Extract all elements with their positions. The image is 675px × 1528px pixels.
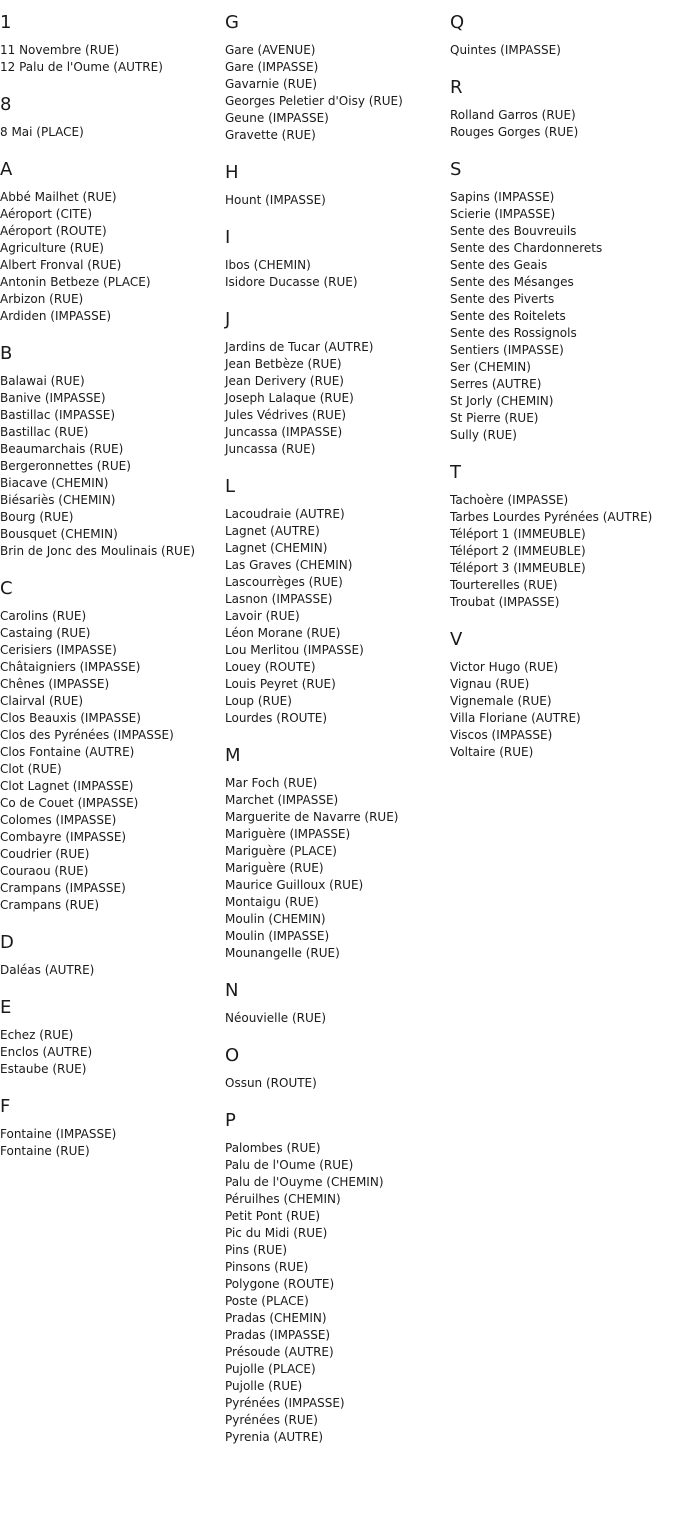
street-list: [0, 608, 225, 914]
street-link[interactable]: Banive (IMPASSE): [0, 391, 106, 405]
letter-group: [225, 307, 450, 458]
street-link[interactable]: Troubat (IMPASSE): [450, 595, 560, 609]
street-link[interactable]: Sente des Chardonnerets: [450, 241, 603, 255]
letter-heading: N: [225, 980, 239, 1001]
street-link[interactable]: Mariguère (IMPASSE): [225, 827, 351, 841]
street-link[interactable]: Georges Peletier d'Oisy (RUE): [225, 94, 403, 108]
street-list: [450, 189, 675, 444]
street-link[interactable]: Néouvielle (RUE): [225, 1011, 327, 1025]
street-link[interactable]: Sully (RUE): [450, 428, 517, 442]
street-link[interactable]: Viscos (IMPASSE): [450, 728, 553, 742]
street-link[interactable]: 11 Novembre (RUE): [0, 43, 120, 57]
street-link[interactable]: Jules Védrives (RUE): [225, 408, 347, 422]
street-link[interactable]: Pyrenia (AUTRE): [225, 1430, 324, 1444]
letter-group: [0, 10, 225, 76]
letter-group: [0, 92, 225, 141]
street-link[interactable]: Colomes (IMPASSE): [0, 813, 117, 827]
street-link[interactable]: Chênes (IMPASSE): [0, 677, 110, 691]
street-list: [225, 506, 450, 727]
street-link[interactable]: Présoude (AUTRE): [225, 1345, 334, 1359]
street-index-column-3: [450, 10, 675, 777]
street-link[interactable]: Aéroport (ROUTE): [0, 224, 107, 238]
letter-group: [0, 157, 225, 325]
street-link[interactable]: Juncassa (RUE): [225, 442, 316, 456]
letter-group: [0, 341, 225, 560]
street-link[interactable]: Palu de l'Ouyme (CHEMIN): [225, 1175, 384, 1189]
letter-group: [225, 1043, 450, 1092]
street-link[interactable]: Pins (RUE): [225, 1243, 288, 1257]
street-link[interactable]: Fontaine (RUE): [0, 1144, 90, 1158]
letter-group: [450, 75, 675, 141]
letter-group: [225, 978, 450, 1027]
street-list: [0, 962, 225, 979]
street-link[interactable]: Bastillac (IMPASSE): [0, 408, 116, 422]
street-link[interactable]: Lasnon (IMPASSE): [225, 592, 333, 606]
street-link[interactable]: Clot (RUE): [0, 762, 62, 776]
street-link[interactable]: Hount (IMPASSE): [225, 193, 326, 207]
street-link[interactable]: Mariguère (PLACE): [225, 844, 337, 858]
street-link[interactable]: Crampans (IMPASSE): [0, 881, 126, 895]
street-link[interactable]: Gare (IMPASSE): [225, 60, 319, 74]
street-link[interactable]: Bourg (RUE): [0, 510, 74, 524]
street-link[interactable]: Pujolle (PLACE): [225, 1362, 316, 1376]
street-link[interactable]: Ardiden (IMPASSE): [0, 309, 112, 323]
letter-heading: R: [450, 77, 463, 98]
street-list: [450, 492, 675, 611]
street-link[interactable]: Lacoudraie (AUTRE): [225, 507, 345, 521]
street-link[interactable]: Châtaigniers (IMPASSE): [0, 660, 141, 674]
street-link[interactable]: Petit Pont (RUE): [225, 1209, 321, 1223]
letter-heading: P: [225, 1110, 236, 1131]
street-link[interactable]: Louey (ROUTE): [225, 660, 316, 674]
street-link[interactable]: Scierie (IMPASSE): [450, 207, 556, 221]
street-list: [225, 42, 450, 144]
street-link[interactable]: Carolins (RUE): [0, 609, 87, 623]
street-link[interactable]: Bastillac (RUE): [0, 425, 89, 439]
street-link[interactable]: Péruilhes (CHEMIN): [225, 1192, 341, 1206]
street-list: [0, 1126, 225, 1160]
letter-group: [450, 460, 675, 611]
letter-group: [225, 225, 450, 291]
street-link[interactable]: Lascourrèges (RUE): [225, 575, 343, 589]
street-list: [450, 107, 675, 141]
street-link[interactable]: Marguerite de Navarre (RUE): [225, 810, 399, 824]
street-link[interactable]: Montaigu (RUE): [225, 895, 319, 909]
street-index-column-1: [0, 10, 225, 1176]
street-link[interactable]: Crampans (RUE): [0, 898, 100, 912]
letter-heading: L: [225, 476, 236, 497]
street-list: [0, 42, 225, 76]
letter-heading: S: [450, 159, 462, 180]
street-link[interactable]: Couraou (RUE): [0, 864, 89, 878]
street-link[interactable]: Gare (AVENUE): [225, 43, 316, 57]
street-list: [225, 257, 450, 291]
street-link[interactable]: Antonin Betbeze (PLACE): [0, 275, 151, 289]
street-link[interactable]: Clos Fontaine (AUTRE): [0, 745, 135, 759]
letter-heading: A: [0, 159, 13, 180]
street-link[interactable]: Quintes (IMPASSE): [450, 43, 561, 57]
street-link[interactable]: Isidore Ducasse (RUE): [225, 275, 358, 289]
street-link[interactable]: Rouges Gorges (RUE): [450, 125, 579, 139]
street-link[interactable]: Pyrénées (RUE): [225, 1413, 318, 1427]
street-link[interactable]: Polygone (ROUTE): [225, 1277, 335, 1291]
street-list: [450, 659, 675, 761]
street-link[interactable]: Estaube (RUE): [0, 1062, 87, 1076]
street-link[interactable]: Clot Lagnet (IMPASSE): [0, 779, 134, 793]
street-link[interactable]: Palu de l'Oume (RUE): [225, 1158, 354, 1172]
street-link[interactable]: Enclos (AUTRE): [0, 1045, 93, 1059]
letter-heading: C: [0, 578, 13, 599]
street-list: [0, 373, 225, 560]
street-list: [225, 339, 450, 458]
street-link[interactable]: Mounangelle (RUE): [225, 946, 340, 960]
letter-heading: O: [225, 1045, 240, 1066]
street-link[interactable]: Mar Foch (RUE): [225, 776, 318, 790]
street-link[interactable]: Gravette (RUE): [225, 128, 316, 142]
street-link[interactable]: Jardins de Tucar (AUTRE): [225, 340, 374, 354]
letter-group: [450, 627, 675, 761]
letter-heading: Q: [450, 12, 465, 33]
street-link[interactable]: 8 Mai (PLACE): [0, 125, 84, 139]
street-link[interactable]: Echez (RUE): [0, 1028, 74, 1042]
street-link[interactable]: Villa Floriane (AUTRE): [450, 711, 581, 725]
street-link[interactable]: Lavoir (RUE): [225, 609, 300, 623]
street-link[interactable]: Gavarnie (RUE): [225, 77, 318, 91]
letter-heading: V: [450, 629, 463, 650]
letter-heading: G: [225, 12, 239, 33]
street-link[interactable]: Téléport 2 (IMMEUBLE): [450, 544, 586, 558]
street-link[interactable]: Tachoère (IMPASSE): [450, 493, 569, 507]
street-link[interactable]: Moulin (IMPASSE): [225, 929, 330, 943]
street-link[interactable]: Louis Peyret (RUE): [225, 677, 336, 691]
letter-group: [225, 743, 450, 962]
street-link[interactable]: Lagnet (CHEMIN): [225, 541, 328, 555]
street-link[interactable]: Sente des Piverts: [450, 292, 555, 306]
street-index-column-2: [225, 10, 450, 1462]
letter-heading: D: [0, 932, 14, 953]
letter-heading: J: [225, 309, 231, 330]
street-list: [225, 192, 450, 209]
street-link[interactable]: Pradas (CHEMIN): [225, 1311, 327, 1325]
street-link[interactable]: Téléport 1 (IMMEUBLE): [450, 527, 586, 541]
street-link[interactable]: St Pierre (RUE): [450, 411, 539, 425]
street-link[interactable]: Vignemale (RUE): [450, 694, 552, 708]
street-link[interactable]: Ossun (ROUTE): [225, 1076, 317, 1090]
street-link[interactable]: Pic du Midi (RUE): [225, 1226, 328, 1240]
street-link[interactable]: Coudrier (RUE): [0, 847, 90, 861]
street-link[interactable]: Palombes (RUE): [225, 1141, 321, 1155]
letter-group: [450, 157, 675, 444]
letter-group: [0, 576, 225, 914]
street-list: [225, 1010, 450, 1027]
street-link[interactable]: Moulin (CHEMIN): [225, 912, 326, 926]
street-list: [0, 189, 225, 325]
letter-heading: B: [0, 343, 13, 364]
letter-group: [225, 160, 450, 209]
street-link[interactable]: Tourterelles (RUE): [450, 578, 558, 592]
street-link[interactable]: 12 Palu de l'Oume (AUTRE): [0, 60, 163, 74]
street-link[interactable]: Clos Beauxis (IMPASSE): [0, 711, 141, 725]
street-link[interactable]: Pyrénées (IMPASSE): [225, 1396, 345, 1410]
street-link[interactable]: Voltaire (RUE): [450, 745, 534, 759]
street-link[interactable]: Brin de Jonc des Moulinais (RUE): [0, 544, 196, 558]
street-link[interactable]: Serres (AUTRE): [450, 377, 542, 391]
street-link[interactable]: Co de Couet (IMPASSE): [0, 796, 139, 810]
street-link[interactable]: Pujolle (RUE): [225, 1379, 303, 1393]
street-link[interactable]: Tarbes Lourdes Pyrénées (AUTRE): [450, 510, 653, 524]
street-link[interactable]: Loup (RUE): [225, 694, 292, 708]
street-link[interactable]: Sente des Roitelets: [450, 309, 566, 323]
street-list: [0, 124, 225, 141]
street-link[interactable]: Marchet (IMPASSE): [225, 793, 339, 807]
street-link[interactable]: Pradas (IMPASSE): [225, 1328, 331, 1342]
letter-group: [225, 474, 450, 727]
street-link[interactable]: Daléas (AUTRE): [0, 963, 95, 977]
letter-group: [0, 995, 225, 1078]
street-link[interactable]: Léon Morane (RUE): [225, 626, 341, 640]
street-link[interactable]: Cerisiers (IMPASSE): [0, 643, 117, 657]
street-link[interactable]: Agriculture (RUE): [0, 241, 104, 255]
street-link[interactable]: Clos des Pyrénées (IMPASSE): [0, 728, 174, 742]
letter-group: [450, 10, 675, 59]
letter-heading: E: [0, 997, 12, 1018]
street-link[interactable]: Bousquet (CHEMIN): [0, 527, 118, 541]
street-link[interactable]: Beaumarchais (RUE): [0, 442, 124, 456]
street-link[interactable]: Jean Betbèze (RUE): [225, 357, 342, 371]
street-list: [225, 1140, 450, 1446]
letter-heading: I: [225, 227, 231, 248]
letter-group: [0, 930, 225, 979]
letter-group: [225, 10, 450, 144]
street-link[interactable]: Téléport 3 (IMMEUBLE): [450, 561, 586, 575]
street-link[interactable]: Sapins (IMPASSE): [450, 190, 555, 204]
street-link[interactable]: Albert Fronval (RUE): [0, 258, 122, 272]
street-link[interactable]: Mariguère (RUE): [225, 861, 324, 875]
street-link[interactable]: Sente des Mésanges: [450, 275, 574, 289]
letter-heading: 8: [0, 94, 12, 115]
street-link[interactable]: Sente des Geais: [450, 258, 548, 272]
street-link[interactable]: Ser (CHEMIN): [450, 360, 531, 374]
street-link[interactable]: Victor Hugo (RUE): [450, 660, 559, 674]
letter-heading: M: [225, 745, 241, 766]
street-link[interactable]: Pinsons (RUE): [225, 1260, 309, 1274]
letter-group: [0, 1094, 225, 1160]
letter-heading: F: [0, 1096, 11, 1117]
street-link[interactable]: Sente des Bouvreuils: [450, 224, 577, 238]
street-link[interactable]: Balawai (RUE): [0, 374, 85, 388]
letter-heading: H: [225, 162, 239, 183]
street-link[interactable]: Clairval (RUE): [0, 694, 84, 708]
street-link[interactable]: Abbé Mailhet (RUE): [0, 190, 117, 204]
street-link[interactable]: Las Graves (CHEMIN): [225, 558, 353, 572]
street-link[interactable]: Sente des Rossignols: [450, 326, 577, 340]
street-link[interactable]: Rolland Garros (RUE): [450, 108, 576, 122]
street-link[interactable]: Juncassa (IMPASSE): [225, 425, 343, 439]
street-link[interactable]: Maurice Guilloux (RUE): [225, 878, 364, 892]
street-link[interactable]: Combayre (IMPASSE): [0, 830, 127, 844]
street-list: [0, 1027, 225, 1078]
street-link[interactable]: Bergeronnettes (RUE): [0, 459, 131, 473]
street-link[interactable]: Sentiers (IMPASSE): [450, 343, 564, 357]
street-link[interactable]: Biésariès (CHEMIN): [0, 493, 116, 507]
street-link[interactable]: Ibos (CHEMIN): [225, 258, 311, 272]
street-link[interactable]: Castaing (RUE): [0, 626, 91, 640]
street-list: [225, 775, 450, 962]
letter-heading: T: [450, 462, 461, 483]
street-link[interactable]: Aéroport (CITE): [0, 207, 92, 221]
street-link[interactable]: Arbizon (RUE): [0, 292, 84, 306]
street-link[interactable]: Vignau (RUE): [450, 677, 530, 691]
street-link[interactable]: Poste (PLACE): [225, 1294, 309, 1308]
street-link[interactable]: Geune (IMPASSE): [225, 111, 329, 125]
street-list: [450, 42, 675, 59]
street-link[interactable]: Joseph Lalaque (RUE): [225, 391, 354, 405]
letter-heading: 1: [0, 12, 12, 33]
street-link[interactable]: Fontaine (IMPASSE): [0, 1127, 117, 1141]
street-link[interactable]: St Jorly (CHEMIN): [450, 394, 554, 408]
street-link[interactable]: Lourdes (ROUTE): [225, 711, 328, 725]
street-link[interactable]: Lou Merlitou (IMPASSE): [225, 643, 364, 657]
street-link[interactable]: Jean Derivery (RUE): [225, 374, 344, 388]
street-list: [225, 1075, 450, 1092]
street-link[interactable]: Lagnet (AUTRE): [225, 524, 320, 538]
street-link[interactable]: Biacave (CHEMIN): [0, 476, 109, 490]
letter-group: [225, 1108, 450, 1446]
